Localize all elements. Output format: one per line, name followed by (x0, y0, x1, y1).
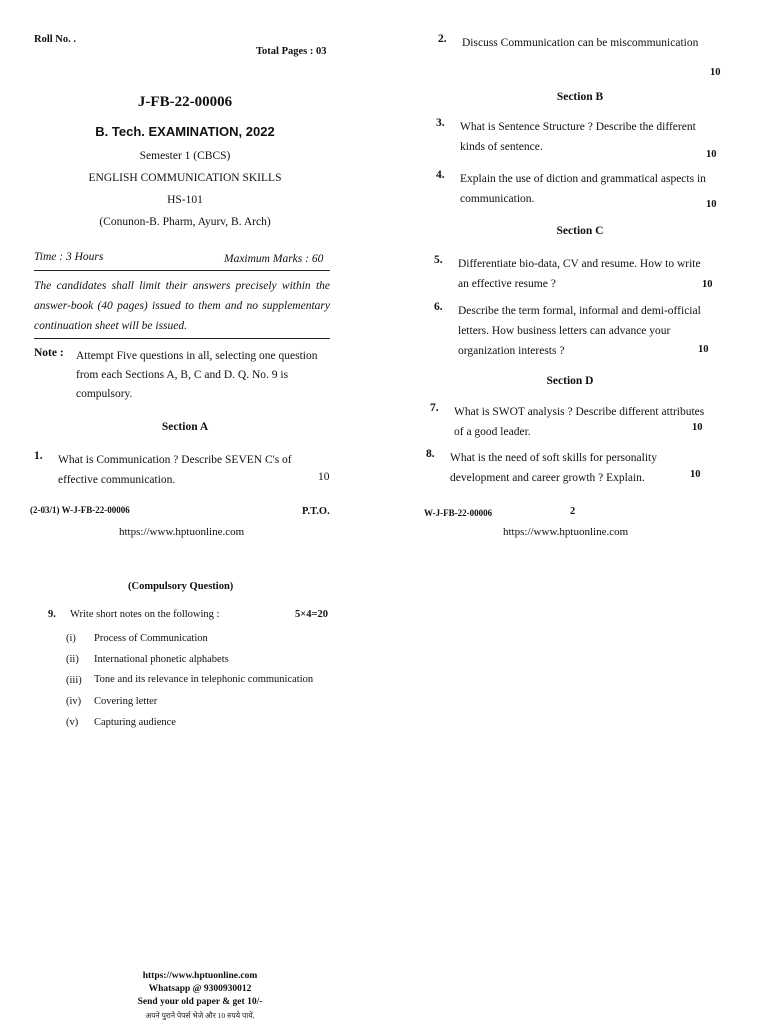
promo-whatsapp: Whatsapp @ 9300930012 (148, 984, 252, 994)
question-text: What is Sentence Structure ? Describe the different kinds of sentence. (460, 121, 696, 153)
exam-title: B. Tech. EXAMINATION, 2022 (95, 124, 275, 139)
note-label: Note : (34, 347, 64, 359)
subquestion-number: (ii) (66, 654, 79, 665)
footer-code: (2-03/1) W-J-FB-22-00006 (30, 505, 130, 515)
maximum-marks: Maximum Marks : 60 (224, 253, 324, 265)
subquestion (66, 628, 328, 649)
section-b-heading: Section B (556, 91, 604, 103)
promo-url[interactable]: https://www.hptuonline.com (142, 971, 258, 981)
subquestion-number: (iii) (66, 675, 82, 686)
semester: Semester 1 (CBCS) (139, 150, 231, 162)
question-2-marks: 10 (710, 67, 721, 78)
note (34, 347, 332, 404)
question-7-marks: 10 (692, 422, 703, 433)
question-text: Write short notes on the following : (70, 609, 220, 620)
question-4-marks: 10 (706, 199, 717, 210)
question-number: 5. (434, 254, 443, 266)
question-2 (438, 33, 726, 53)
question-text: What is the need of soft skills for personality development and career growth ? Explain. (450, 452, 657, 484)
promo-offer-hindi: अपने पुराने पेपर्स भेजे और 10 रुपये पायें, (145, 1011, 255, 1020)
question-number: 2. (438, 33, 447, 45)
time-allowed: Time : 3 Hours (34, 251, 104, 263)
question-3-marks: 10 (706, 149, 717, 160)
section-a-heading: Section A (161, 421, 209, 433)
note-text: Attempt Five questions in all, selecting one question from each Sections A, B, C and D. Q. No. 9 is compulsory. (76, 350, 318, 400)
roll-no: Roll No. . (34, 34, 76, 45)
question-number: 6. (434, 301, 443, 313)
subquestion-number: (iv) (66, 696, 82, 707)
total-pages: Total Pages : 03 (256, 46, 327, 57)
question-9-marks: 5×4=20 (295, 609, 328, 620)
question-number: 1. (34, 450, 43, 462)
subquestion-number: (i) (66, 633, 76, 644)
question-number: 4. (436, 169, 445, 181)
pto: P.T.O. (302, 506, 330, 517)
promo-offer: Send your old paper & get 10/- (137, 997, 263, 1007)
question-6 (434, 301, 712, 361)
question-number: 8. (426, 448, 435, 460)
subquestion-text: Covering letter (94, 696, 158, 707)
question-8-marks: 10 (690, 469, 701, 480)
section-c-heading: Section C (556, 225, 604, 237)
question-9 (48, 609, 328, 620)
question-text: Discuss Communication can be miscommunication (462, 37, 699, 49)
divider-top (34, 270, 330, 271)
common-courses: (Conunon-B. Pharm, Ayurv, B. Arch) (99, 216, 271, 228)
subquestion-text: International phonetic alphabets (94, 654, 229, 665)
subject-code: HS-101 (167, 194, 203, 206)
source-url[interactable]: https://www.hptuonline.com (503, 526, 629, 538)
divider-bottom (34, 338, 330, 339)
subquestion (66, 670, 328, 691)
compulsory-heading: (Compulsory Question) (128, 581, 234, 592)
subquestion (66, 691, 328, 712)
question-text: Explain the use of diction and grammatical aspects in communication. (460, 173, 706, 205)
question-7 (430, 402, 710, 442)
question-3 (436, 117, 720, 157)
subquestion-number: (v) (66, 717, 79, 728)
question-8 (426, 448, 708, 488)
instructions: The candidates shall limit their answers precisely within the answer-book (40 pages) issued to them and no supplementary continuation sheet will be issued. (34, 280, 330, 332)
question-text: What is SWOT analysis ? Describe different attributes of a good leader. (454, 406, 705, 438)
question-5-marks: 10 (702, 279, 713, 290)
question-number: 9. (48, 609, 56, 620)
question-1 (34, 450, 332, 490)
subquestion-text: Process of Communication (94, 633, 208, 644)
question-text: Describe the term formal, informal and demi-official letters. How business letters can advance your organization interests ? (458, 305, 701, 357)
subquestion (66, 649, 328, 670)
subquestion-text: Capturing audience (94, 717, 176, 728)
promo-block (100, 970, 300, 1022)
question-number: 7. (430, 402, 439, 414)
subquestion-list (66, 628, 328, 733)
page-number: 2 (570, 506, 576, 517)
question-1-marks: 10 (318, 471, 330, 483)
question-text: Differentiate bio-data, CV and resume. How to write an effective resume ? (458, 258, 701, 290)
question-number: 3. (436, 117, 445, 129)
question-5 (434, 254, 714, 294)
source-url[interactable]: https://www.hptuonline.com (119, 526, 245, 538)
question-4 (436, 169, 720, 209)
subquestion-text: Tone and its relevance in telephonic communication (94, 674, 314, 685)
question-6-marks: 10 (698, 344, 709, 355)
paper-code: J-FB-22-00006 (137, 94, 233, 110)
subject-title: ENGLISH COMMUNICATION SKILLS (88, 172, 282, 184)
subquestion (66, 712, 328, 733)
question-text: What is Communication ? Describe SEVEN C's of effective communication. (58, 454, 292, 486)
footer-code: W-J-FB-22-00006 (424, 508, 493, 518)
section-d-heading: Section D (546, 375, 594, 387)
